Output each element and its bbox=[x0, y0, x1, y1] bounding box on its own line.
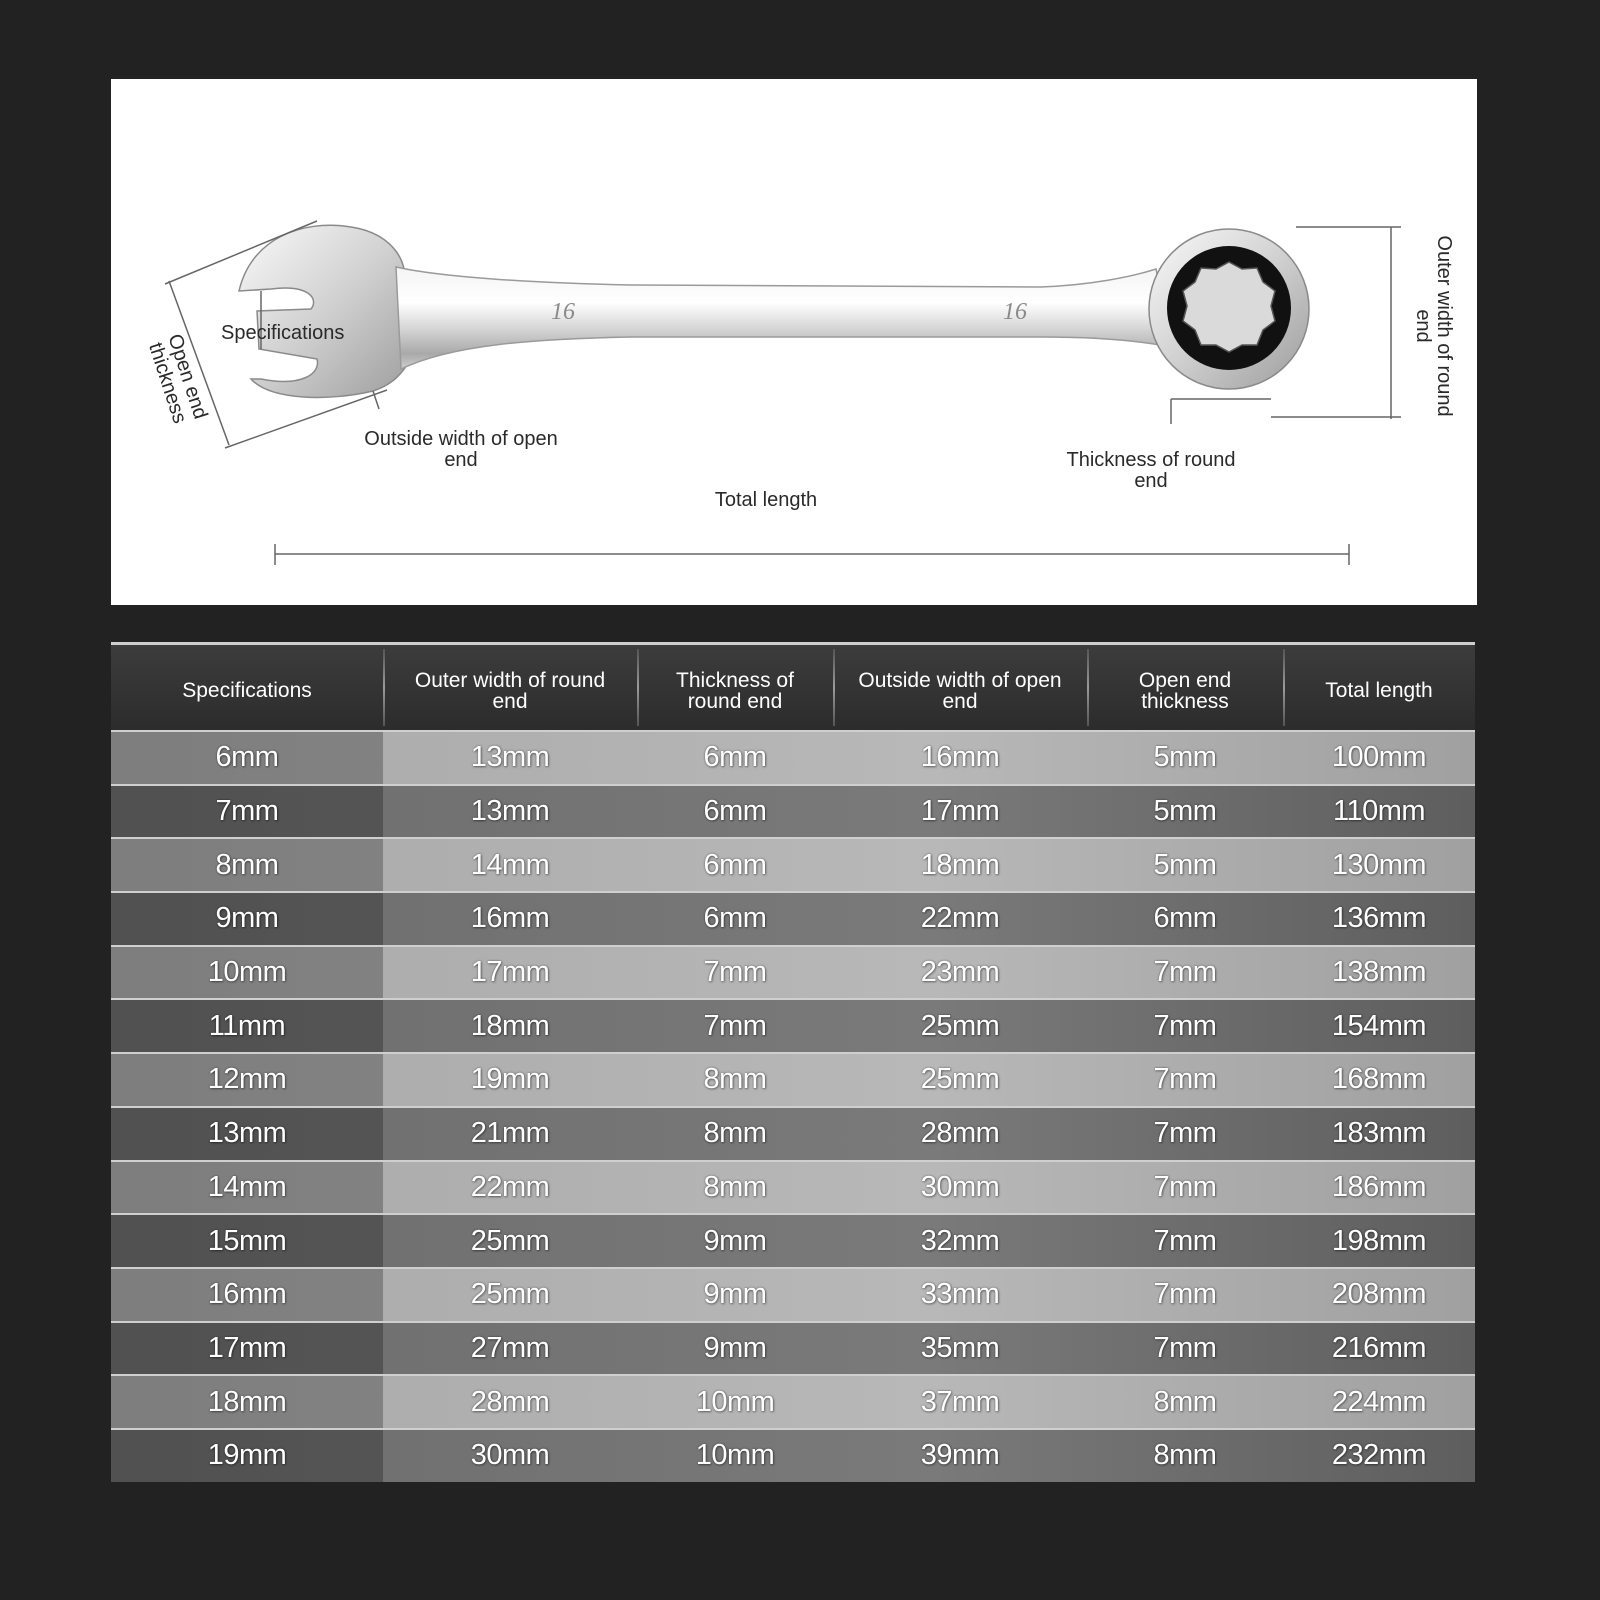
outside-width-open-end-cell: 25mm bbox=[920, 1063, 1000, 1096]
thickness-round-end-cell: 10mm bbox=[695, 1385, 775, 1418]
total-length-cell: 208mm bbox=[1331, 1278, 1427, 1311]
label-outer-width-round-end: Outer width of round end bbox=[1412, 235, 1455, 417]
outside-width-open-end-cell: 33mm bbox=[920, 1278, 1000, 1311]
open-end-thickness-cell: 8mm bbox=[1153, 1385, 1217, 1418]
spec-cell: 11mm bbox=[111, 1000, 383, 1052]
outer-width-round-end-cell: 27mm bbox=[470, 1331, 550, 1364]
total-length-cell: 232mm bbox=[1331, 1439, 1427, 1472]
table-row bbox=[111, 1321, 1475, 1375]
open-end-thickness-cell: 5mm bbox=[1153, 795, 1217, 828]
wrench-handle bbox=[396, 267, 1171, 369]
spec-cell: 8mm bbox=[111, 839, 383, 891]
outside-width-open-end-cell: 25mm bbox=[920, 1009, 1000, 1042]
table-row bbox=[111, 998, 1475, 1052]
outside-width-open-end-cell: 16mm bbox=[920, 741, 1000, 774]
outer-width-round-end-cell: 28mm bbox=[470, 1385, 550, 1418]
wrench-image bbox=[239, 225, 1309, 397]
outer-width-round-end-cell: 18mm bbox=[470, 1009, 550, 1042]
table-row bbox=[111, 1428, 1475, 1482]
outer-width-round-end-cell: 13mm bbox=[470, 741, 550, 774]
thickness-round-end-cell: 6mm bbox=[703, 741, 767, 774]
spec-table bbox=[111, 642, 1475, 1482]
spec-cell: 14mm bbox=[111, 1162, 383, 1214]
thickness-round-end-cell: 9mm bbox=[703, 1224, 767, 1257]
open-end-thickness-cell: 5mm bbox=[1153, 741, 1217, 774]
outer-width-round-end-cell: 22mm bbox=[470, 1170, 550, 1203]
total-length-cell: 100mm bbox=[1331, 741, 1427, 774]
label-total-length: Total length bbox=[714, 489, 818, 511]
thickness-round-end-cell: 9mm bbox=[703, 1331, 767, 1364]
outside-width-open-end-cell: 37mm bbox=[920, 1385, 1000, 1418]
total-length-cell: 130mm bbox=[1331, 848, 1427, 881]
header-outside-width-open-end: Outside width of open end bbox=[833, 645, 1087, 730]
outer-width-round-end-cell: 16mm bbox=[470, 902, 550, 935]
header-thickness-round-end: Thickness of round end bbox=[637, 645, 833, 730]
outer-width-round-end-cell: 30mm bbox=[470, 1439, 550, 1472]
thickness-round-end-cell: 6mm bbox=[703, 848, 767, 881]
open-end-thickness-cell: 7mm bbox=[1153, 1224, 1217, 1257]
spec-cell: 18mm bbox=[111, 1376, 383, 1428]
open-end-thickness-cell: 5mm bbox=[1153, 848, 1217, 881]
outside-width-open-end-cell: 32mm bbox=[920, 1224, 1000, 1257]
header-specifications: Specifications bbox=[182, 679, 312, 702]
table-row bbox=[111, 945, 1475, 999]
table-row bbox=[111, 1052, 1475, 1106]
wrench-diagram-panel bbox=[111, 79, 1477, 605]
spec-cell: 13mm bbox=[111, 1108, 383, 1160]
header-outer-width-round-end: Outer width of round end bbox=[383, 645, 637, 730]
outside-width-open-end-cell: 17mm bbox=[920, 795, 1000, 828]
outer-width-round-end-cell: 19mm bbox=[470, 1063, 550, 1096]
outer-width-round-end-cell: 25mm bbox=[470, 1224, 550, 1257]
thickness-round-end-cell: 9mm bbox=[703, 1278, 767, 1311]
outer-width-round-end-cell: 25mm bbox=[470, 1278, 550, 1311]
spec-cell: 7mm bbox=[111, 786, 383, 838]
outside-width-open-end-cell: 22mm bbox=[920, 902, 1000, 935]
table-header bbox=[111, 642, 1475, 730]
open-end-thickness-cell: 7mm bbox=[1153, 1278, 1217, 1311]
table-row bbox=[111, 784, 1475, 838]
outside-width-open-end-cell: 18mm bbox=[920, 848, 1000, 881]
spec-cell: 15mm bbox=[111, 1215, 383, 1267]
thickness-round-end-cell: 10mm bbox=[695, 1439, 775, 1472]
open-end-thickness-cell: 7mm bbox=[1153, 1331, 1217, 1364]
outer-width-round-end-cell: 21mm bbox=[470, 1117, 550, 1150]
thickness-round-end-cell: 8mm bbox=[703, 1063, 767, 1096]
table-row bbox=[111, 1213, 1475, 1267]
table-row bbox=[111, 1267, 1475, 1321]
spec-cell: 19mm bbox=[111, 1430, 383, 1482]
table-row bbox=[111, 1374, 1475, 1428]
table-row bbox=[111, 1160, 1475, 1214]
spec-cell: 10mm bbox=[111, 947, 383, 999]
table-row bbox=[111, 730, 1475, 784]
open-end-thickness-cell: 7mm bbox=[1153, 1170, 1217, 1203]
thickness-round-end-cell: 8mm bbox=[703, 1117, 767, 1150]
outer-width-round-end-cell: 13mm bbox=[470, 795, 550, 828]
table-row bbox=[111, 837, 1475, 891]
thickness-round-end-cell: 6mm bbox=[703, 795, 767, 828]
spec-cell: 16mm bbox=[111, 1269, 383, 1321]
open-end-thickness-cell: 8mm bbox=[1153, 1439, 1217, 1472]
open-end-thickness-cell: 7mm bbox=[1153, 1117, 1217, 1150]
table-row bbox=[111, 1106, 1475, 1160]
outer-width-round-end-cell: 17mm bbox=[470, 956, 550, 989]
wrench-open-end bbox=[239, 225, 415, 397]
header-total-length: Total length bbox=[1283, 645, 1475, 730]
total-length-cell: 186mm bbox=[1331, 1170, 1427, 1203]
total-length-cell: 154mm bbox=[1331, 1009, 1427, 1042]
thickness-round-end-cell: 6mm bbox=[703, 902, 767, 935]
thickness-round-end-cell: 8mm bbox=[703, 1170, 767, 1203]
thickness-round-end-cell: 7mm bbox=[703, 956, 767, 989]
table-row bbox=[111, 891, 1475, 945]
total-length-cell: 138mm bbox=[1331, 956, 1427, 989]
total-length-cell: 198mm bbox=[1331, 1224, 1427, 1257]
outside-width-open-end-cell: 30mm bbox=[920, 1170, 1000, 1203]
total-length-cell: 110mm bbox=[1332, 795, 1426, 828]
open-end-thickness-cell: 7mm bbox=[1153, 1063, 1217, 1096]
spec-cell: 9mm bbox=[111, 893, 383, 945]
wrench-marking-right: 16 bbox=[1003, 299, 1027, 325]
total-length-cell: 183mm bbox=[1331, 1117, 1427, 1150]
total-length-cell: 216mm bbox=[1331, 1331, 1427, 1364]
label-specifications: Specifications bbox=[221, 322, 345, 344]
label-open-end-thickness: Open end thickness bbox=[144, 331, 212, 427]
table-body bbox=[111, 730, 1475, 1482]
outside-width-open-end-cell: 23mm bbox=[920, 956, 1000, 989]
total-length-cell: 136mm bbox=[1331, 902, 1427, 935]
spec-cell: 6mm bbox=[111, 732, 383, 784]
open-end-thickness-cell: 6mm bbox=[1153, 902, 1217, 935]
open-end-thickness-cell: 7mm bbox=[1153, 1009, 1217, 1042]
outer-width-round-end-cell: 14mm bbox=[470, 848, 550, 881]
outside-width-open-end-cell: 28mm bbox=[920, 1117, 1000, 1150]
outside-width-open-end-cell: 39mm bbox=[920, 1439, 1000, 1472]
wrench-marking-left: 16 bbox=[551, 299, 575, 325]
open-end-thickness-cell: 7mm bbox=[1153, 956, 1217, 989]
spec-cell: 17mm bbox=[111, 1323, 383, 1375]
label-outside-width-open-end: Outside width of open end bbox=[364, 428, 558, 471]
label-thickness-round-end: Thickness of round end bbox=[1066, 449, 1236, 492]
total-length-cell: 224mm bbox=[1331, 1385, 1427, 1418]
spec-cell: 12mm bbox=[111, 1054, 383, 1106]
total-length-cell: 168mm bbox=[1331, 1063, 1427, 1096]
header-open-end-thickness: Open end thickness bbox=[1087, 645, 1283, 730]
thickness-round-end-cell: 7mm bbox=[703, 1009, 767, 1042]
outside-width-open-end-cell: 35mm bbox=[920, 1331, 1000, 1364]
